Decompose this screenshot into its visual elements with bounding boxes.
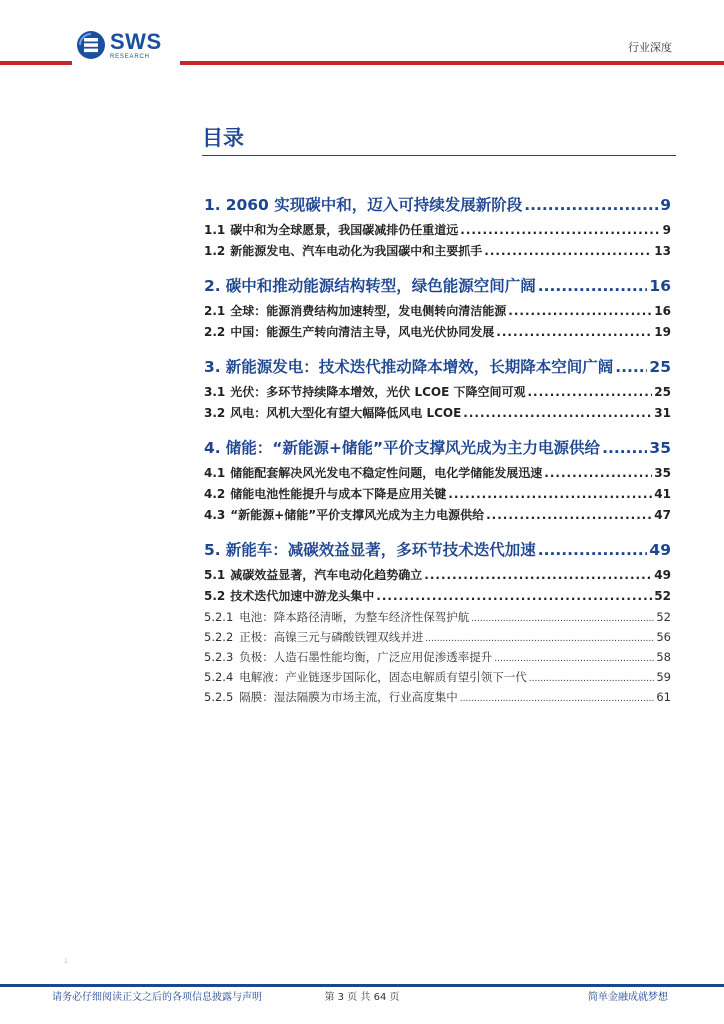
- page-number: 第 3 页 共 64 页: [324, 992, 400, 1003]
- toc-leader-dots: [544, 463, 652, 484]
- toc-entry-number: 1.: [204, 196, 221, 214]
- toc-entry-text: 电池：降本路径清晰，为整车经济性保驾护航: [239, 610, 470, 624]
- toc-entry-text: 新能源发电、汽车电动化为我国碳中和主要抓手: [230, 244, 483, 258]
- toc-entry-1-2[interactable]: [204, 241, 671, 262]
- toc-leader-dots: [463, 403, 652, 424]
- toc-entry-number: 1.2: [204, 244, 226, 258]
- toc-leader-dots: [538, 271, 648, 301]
- toc-entry-number: 3.2: [204, 406, 226, 420]
- toc-entry-5-2[interactable]: [204, 586, 671, 607]
- toc-entry-5-2-3[interactable]: [204, 647, 671, 667]
- report-category: 行业深度: [628, 41, 672, 54]
- toc-entry-number: 2.2: [204, 325, 226, 339]
- toc-leader-dots: [496, 322, 652, 343]
- toc-leader-dots: [471, 607, 654, 627]
- toc-page-number: 35: [654, 466, 671, 480]
- toc-entry-number: 3.1: [204, 385, 226, 399]
- toc-entry-number: 5.2: [204, 589, 226, 603]
- toc-page-number: 9: [662, 223, 671, 237]
- toc-title-divider: [202, 155, 676, 156]
- toc-page-number: 9: [660, 196, 671, 214]
- toc-entry-text: 风电：风机大型化有望大幅降低风电 LCOE: [230, 406, 462, 420]
- toc-entry-number: 5.2.2: [204, 630, 234, 644]
- toc-entry-text: 负极：人造石墨性能均衡，广泛应用促渗透率提升: [239, 650, 493, 664]
- toc-leader-dots: [615, 352, 647, 382]
- margin-mark: 1: [64, 958, 68, 965]
- toc-leader-dots: [484, 241, 652, 262]
- logo-name: SWS: [110, 28, 162, 54]
- toc-page-number: 47: [654, 508, 671, 522]
- toc-entry-text: 新能车：减碳效益显著，多环节技术迭代加速: [225, 541, 536, 559]
- toc-entry-2-1[interactable]: [204, 301, 671, 322]
- toc-entry-number: 5.1: [204, 568, 226, 582]
- toc-page-number: 59: [656, 670, 671, 684]
- toc-entry-text: 碳中和为全球愿景，我国碳减排仍任重道远: [230, 223, 459, 237]
- toc-leader-dots: [538, 535, 648, 565]
- toc-page-number: 58: [656, 650, 671, 664]
- toc-entry-text: 技术迭代加速中游龙头集中: [230, 589, 375, 603]
- sws-logo: [76, 30, 162, 60]
- toc-entry-number: 4.2: [204, 487, 226, 501]
- toc-entry-3-1[interactable]: [204, 382, 671, 403]
- toc-leader-dots: [527, 382, 652, 403]
- toc-entry-3-2[interactable]: [204, 403, 671, 424]
- toc-entry-4-2[interactable]: [204, 484, 671, 505]
- toc-leader-dots: [508, 301, 652, 322]
- toc-entry-4-1[interactable]: [204, 463, 671, 484]
- toc-entry-1[interactable]: [204, 190, 671, 220]
- toc-entry-4-3[interactable]: [204, 505, 671, 526]
- toc-page-number: 25: [649, 358, 671, 376]
- toc-page-number: 41: [654, 487, 671, 501]
- toc-page-number: 31: [654, 406, 671, 420]
- toc-entry-number: 5.2.1: [204, 610, 234, 624]
- toc-entry-number: 1.1: [204, 223, 226, 237]
- toc-entry-text: 2060 实现碳中和，迈入可持续发展新阶段: [225, 196, 523, 214]
- footer-divider: [0, 984, 724, 987]
- toc-leader-dots: [524, 190, 658, 220]
- toc-entry-5-2-4[interactable]: [204, 667, 671, 687]
- toc-page-number: 25: [654, 385, 671, 399]
- toc-entry-5-2-5[interactable]: [204, 687, 671, 707]
- footer-slogan: 简单金融成就梦想: [588, 992, 668, 1003]
- toc-entry-text: 碳中和推动能源结构转型，绿色能源空间广阔: [225, 277, 536, 295]
- toc-entry-number: 4.3: [204, 508, 226, 522]
- toc-page-number: 19: [654, 325, 671, 339]
- toc-entry-4[interactable]: [204, 433, 671, 463]
- toc-page-number: 49: [649, 541, 671, 559]
- toc-entry-text: “新能源+储能”平价支撑风光成为主力电源供给: [230, 508, 485, 522]
- toc-leader-dots: [424, 565, 652, 586]
- toc-leader-dots: [494, 647, 654, 667]
- toc-entry-text: 储能电池性能提升与成本下降是应用关键: [230, 487, 447, 501]
- toc-page-number: 52: [656, 610, 671, 624]
- toc-entry-number: 4.1: [204, 466, 226, 480]
- toc-entry-number: 2.1: [204, 304, 226, 318]
- toc-entry-1-1[interactable]: [204, 220, 671, 241]
- toc-entry-text: 中国：能源生产转向清洁主导，风电光伏协同发展: [230, 325, 495, 339]
- toc-title: 目录: [202, 126, 244, 150]
- toc-entry-text: 储能：“新能源+储能”平价支撑风光成为主力电源供给: [225, 439, 601, 457]
- toc-entry-number: 5.2.4: [204, 670, 234, 684]
- toc-entry-2-2[interactable]: [204, 322, 671, 343]
- toc-leader-dots: [425, 627, 654, 647]
- toc-page-number: 61: [656, 690, 671, 704]
- toc-entry-number: 4.: [204, 439, 221, 457]
- toc-entry-number: 5.2.3: [204, 650, 234, 664]
- toc-entry-text: 电解液：产业链逐步国际化，固态电解质有望引领下一代: [239, 670, 527, 684]
- table-of-contents: [204, 190, 671, 707]
- toc-entry-text: 新能源发电：技术迭代推动降本增效，长期降本空间广阔: [225, 358, 614, 376]
- toc-leader-dots: [602, 433, 647, 463]
- toc-entry-number: 5.2.5: [204, 690, 234, 704]
- toc-entry-2[interactable]: [204, 271, 671, 301]
- page-header: [0, 0, 724, 70]
- toc-entry-text: 全球：能源消费结构加速转型，发电侧转向清洁能源: [230, 304, 507, 318]
- toc-entry-5-2-2[interactable]: [204, 627, 671, 647]
- toc-entry-number: 3.: [204, 358, 221, 376]
- toc-page-number: 56: [656, 630, 671, 644]
- footer-disclaimer: 请务必仔细阅读正文之后的各项信息披露与声明: [52, 992, 262, 1003]
- toc-entry-text: 减碳效益显著，汽车电动化趋势确立: [230, 568, 423, 582]
- toc-leader-dots: [486, 505, 652, 526]
- toc-leader-dots: [529, 667, 655, 687]
- sws-logo-icon: [76, 30, 106, 60]
- toc-page-number: 49: [654, 568, 671, 582]
- toc-entry-5[interactable]: [204, 535, 671, 565]
- toc-leader-dots: [376, 586, 652, 607]
- toc-leader-dots: [460, 220, 660, 241]
- toc-entry-text: 隔膜：湿法隔膜为市场主流，行业高度集中: [239, 690, 458, 704]
- toc-leader-dots: [460, 687, 655, 707]
- toc-entry-5-2-1[interactable]: [204, 607, 671, 627]
- toc-entry-text: 储能配套解决风光发电不稳定性问题，电化学储能发展迅速: [230, 466, 543, 480]
- header-divider: [0, 60, 724, 66]
- toc-entry-number: 5.: [204, 541, 221, 559]
- toc-page-number: 16: [649, 277, 671, 295]
- toc-entry-text: 正极：高镍三元与磷酸铁锂双线并进: [239, 630, 424, 644]
- toc-page-number: 35: [649, 439, 671, 457]
- toc-entry-number: 2.: [204, 277, 221, 295]
- toc-entry-text: 光伏：多环节持续降本增效，光伏 LCOE 下降空间可观: [230, 385, 526, 399]
- logo-subtitle: RESEARCH: [110, 53, 150, 60]
- toc-leader-dots: [448, 484, 652, 505]
- toc-entry-3[interactable]: [204, 352, 671, 382]
- toc-page-number: 16: [654, 304, 671, 318]
- toc-page-number: 52: [654, 589, 671, 603]
- toc-entry-5-1[interactable]: [204, 565, 671, 586]
- toc-page-number: 13: [654, 244, 671, 258]
